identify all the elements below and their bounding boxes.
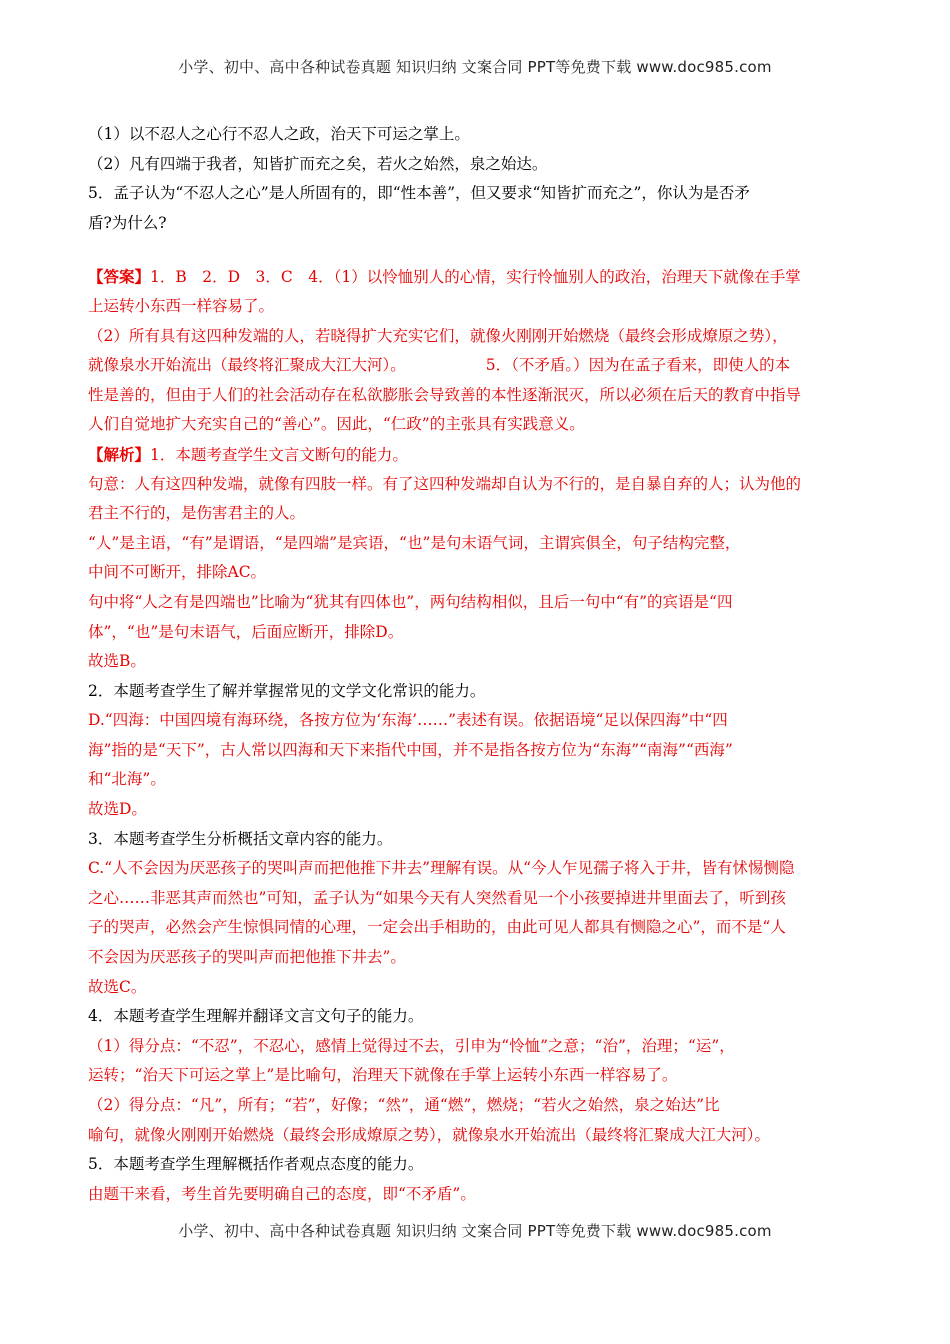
- analysis-line: 运转；“治天下可运之掌上”是比喻句，治理天下就像在手掌上运转小东西一样容易了。: [88, 1066, 678, 1085]
- analysis-text: 1．本题考查学生文言文断句的能力。: [150, 445, 408, 464]
- question-line: （2）凡有四端于我者，知皆扩而充之矣，若火之始然，泉之始达。: [88, 154, 548, 173]
- analysis-line: 和“北海”。: [88, 770, 166, 789]
- analysis-line: 句中将“人之有是四端也”比喻为“犹其有四体也”，两句结构相似，且后一句中“有”的宾语是“四: [88, 592, 733, 611]
- analysis-line: 喻句，就像火刚刚开始燃烧（最终会形成燎原之势），就像泉水开始流出（最终将汇聚成大江大河）。: [88, 1125, 771, 1144]
- analysis-line: 故选C。: [88, 977, 147, 996]
- answer-tag: 【答案】: [88, 267, 151, 287]
- question-line: （1）以不忍人之心行不忍人之政，治天下可运之掌上。: [88, 125, 470, 143]
- answer-line: [88, 262, 860, 292]
- answer-line: （2）所有具有这四种发端的人，若晓得扩大充实它们，就像火刚刚开始燃烧（最终会形成燎原之势），: [88, 326, 788, 345]
- header-banner: 小学、初中、高中各种试卷真题 知识归纳 文案合同 PPT等免费下载 www.doc985.com: [178, 58, 772, 76]
- analysis-line: 3．本题考查学生分析概括文章内容的能力。: [88, 829, 393, 848]
- analysis-tag: 【解析】: [88, 444, 151, 464]
- analysis-line: 海”指的是“天下”，古人常以四海和天下来指代中国，并不是指各按方位为“东海”“南海”“西海”: [88, 740, 733, 759]
- analysis-line: （2）得分点：“凡”，所有；“若”，好像；“然”，通“燃”，燃烧；“若火之始然，泉之始达”比: [88, 1096, 720, 1114]
- analysis-line: C.“人不会因为厌恶孩子的哭叫声而把他推下井去”理解有误。从“今人乍见孺子将入于井，皆有怵惕恻隐: [88, 859, 795, 878]
- analysis-line: 故选D。: [88, 800, 147, 819]
- analysis-block: [88, 440, 860, 1209]
- analysis-line: 不会因为厌恶孩子的哭叫声而把他推下井去”。: [88, 948, 406, 967]
- question-block: [88, 120, 860, 238]
- answer-line: 上运转小东西一样容易了。: [88, 296, 275, 315]
- page-content: [88, 120, 860, 1209]
- analysis-line: D.“四海：中国四境有海环绕，各按方位为‘东海’……”表述有误。依据语境“足以保四海”中“四: [88, 711, 728, 730]
- section-gap: [88, 238, 860, 262]
- question-line: 盾?为什么?: [88, 213, 167, 232]
- answer-text: 1．B 2．D 3．C 4．（1）以怜恤别人的心情，实行怜恤别人的政治，治理天下就像在手掌: [150, 268, 801, 287]
- answer-text: 5．（不矛盾。）因为在孟子看来，即使人的本: [485, 356, 791, 375]
- analysis-line: 体”，“也”是句末语气，后面应断开，排除D。: [88, 622, 404, 641]
- answer-line: 性是善的，但由于人们的社会活动存在私欲膨胀会导致善的本性逐渐泯灭，所以必须在后天的教育中指导: [88, 385, 802, 404]
- analysis-line: 4．本题考查学生理解并翻译文言文句子的能力。: [88, 1007, 424, 1026]
- analysis-line: 故选B。: [88, 652, 146, 671]
- analysis-line: 5．本题考查学生理解概括作者观点态度的能力。: [88, 1155, 424, 1174]
- analysis-line: 君主不行的，是伤害君主的人。: [88, 504, 306, 523]
- question-line: 5．孟子认为“不忍人之心”是人所固有的，即“性本善”，但又要求“知皆扩而充之”，你认为是否矛: [88, 184, 750, 203]
- answer-line: 人们自觉地扩大充实自己的“善心”。因此，“仁政”的主张具有实践意义。: [88, 415, 585, 434]
- analysis-line: 子的哭声，必然会产生惊惧同情的心理，一定会出手相助的，由此可见人都具有恻隐之心”，而不是“人: [88, 918, 786, 937]
- analysis-line: 句意：人有这四种发端，就像有四肢一样。有了这四种发端却自认为不行的，是自暴自弃的人；认为他的: [88, 474, 802, 493]
- analysis-line: 2．本题考查学生了解并掌握常见的文学文化常识的能力。: [88, 681, 486, 700]
- answer-line: [88, 351, 860, 381]
- answer-text: 就像泉水开始流出（最终将汇聚成大江大河）。: [88, 356, 406, 375]
- footer-banner: 小学、初中、高中各种试卷真题 知识归纳 文案合同 PPT等免费下载 www.doc985.com: [178, 1222, 772, 1240]
- analysis-line: （1）得分点：“不忍”，不忍心，感情上觉得过不去，引申为“怜恤”之意；“治”，治理；“运”，: [88, 1036, 735, 1055]
- analysis-line: “人”是主语，“有”是谓语，“是四端”是宾语，“也”是句末语气词，主谓宾俱全，句子结构完整，: [88, 533, 741, 552]
- analysis-line: 之心……非恶其声而然也”可知，孟子认为“如果今天有人突然看见一个小孩要掉进井里面去了，听到孩: [88, 888, 786, 907]
- analysis-line: 中间不可断开，排除AC。: [88, 563, 267, 582]
- answer-block: [88, 262, 860, 440]
- analysis-line: [88, 440, 860, 470]
- analysis-line: 由题干来看，考生首先要明确自己的态度，即“不矛盾”。: [88, 1184, 476, 1203]
